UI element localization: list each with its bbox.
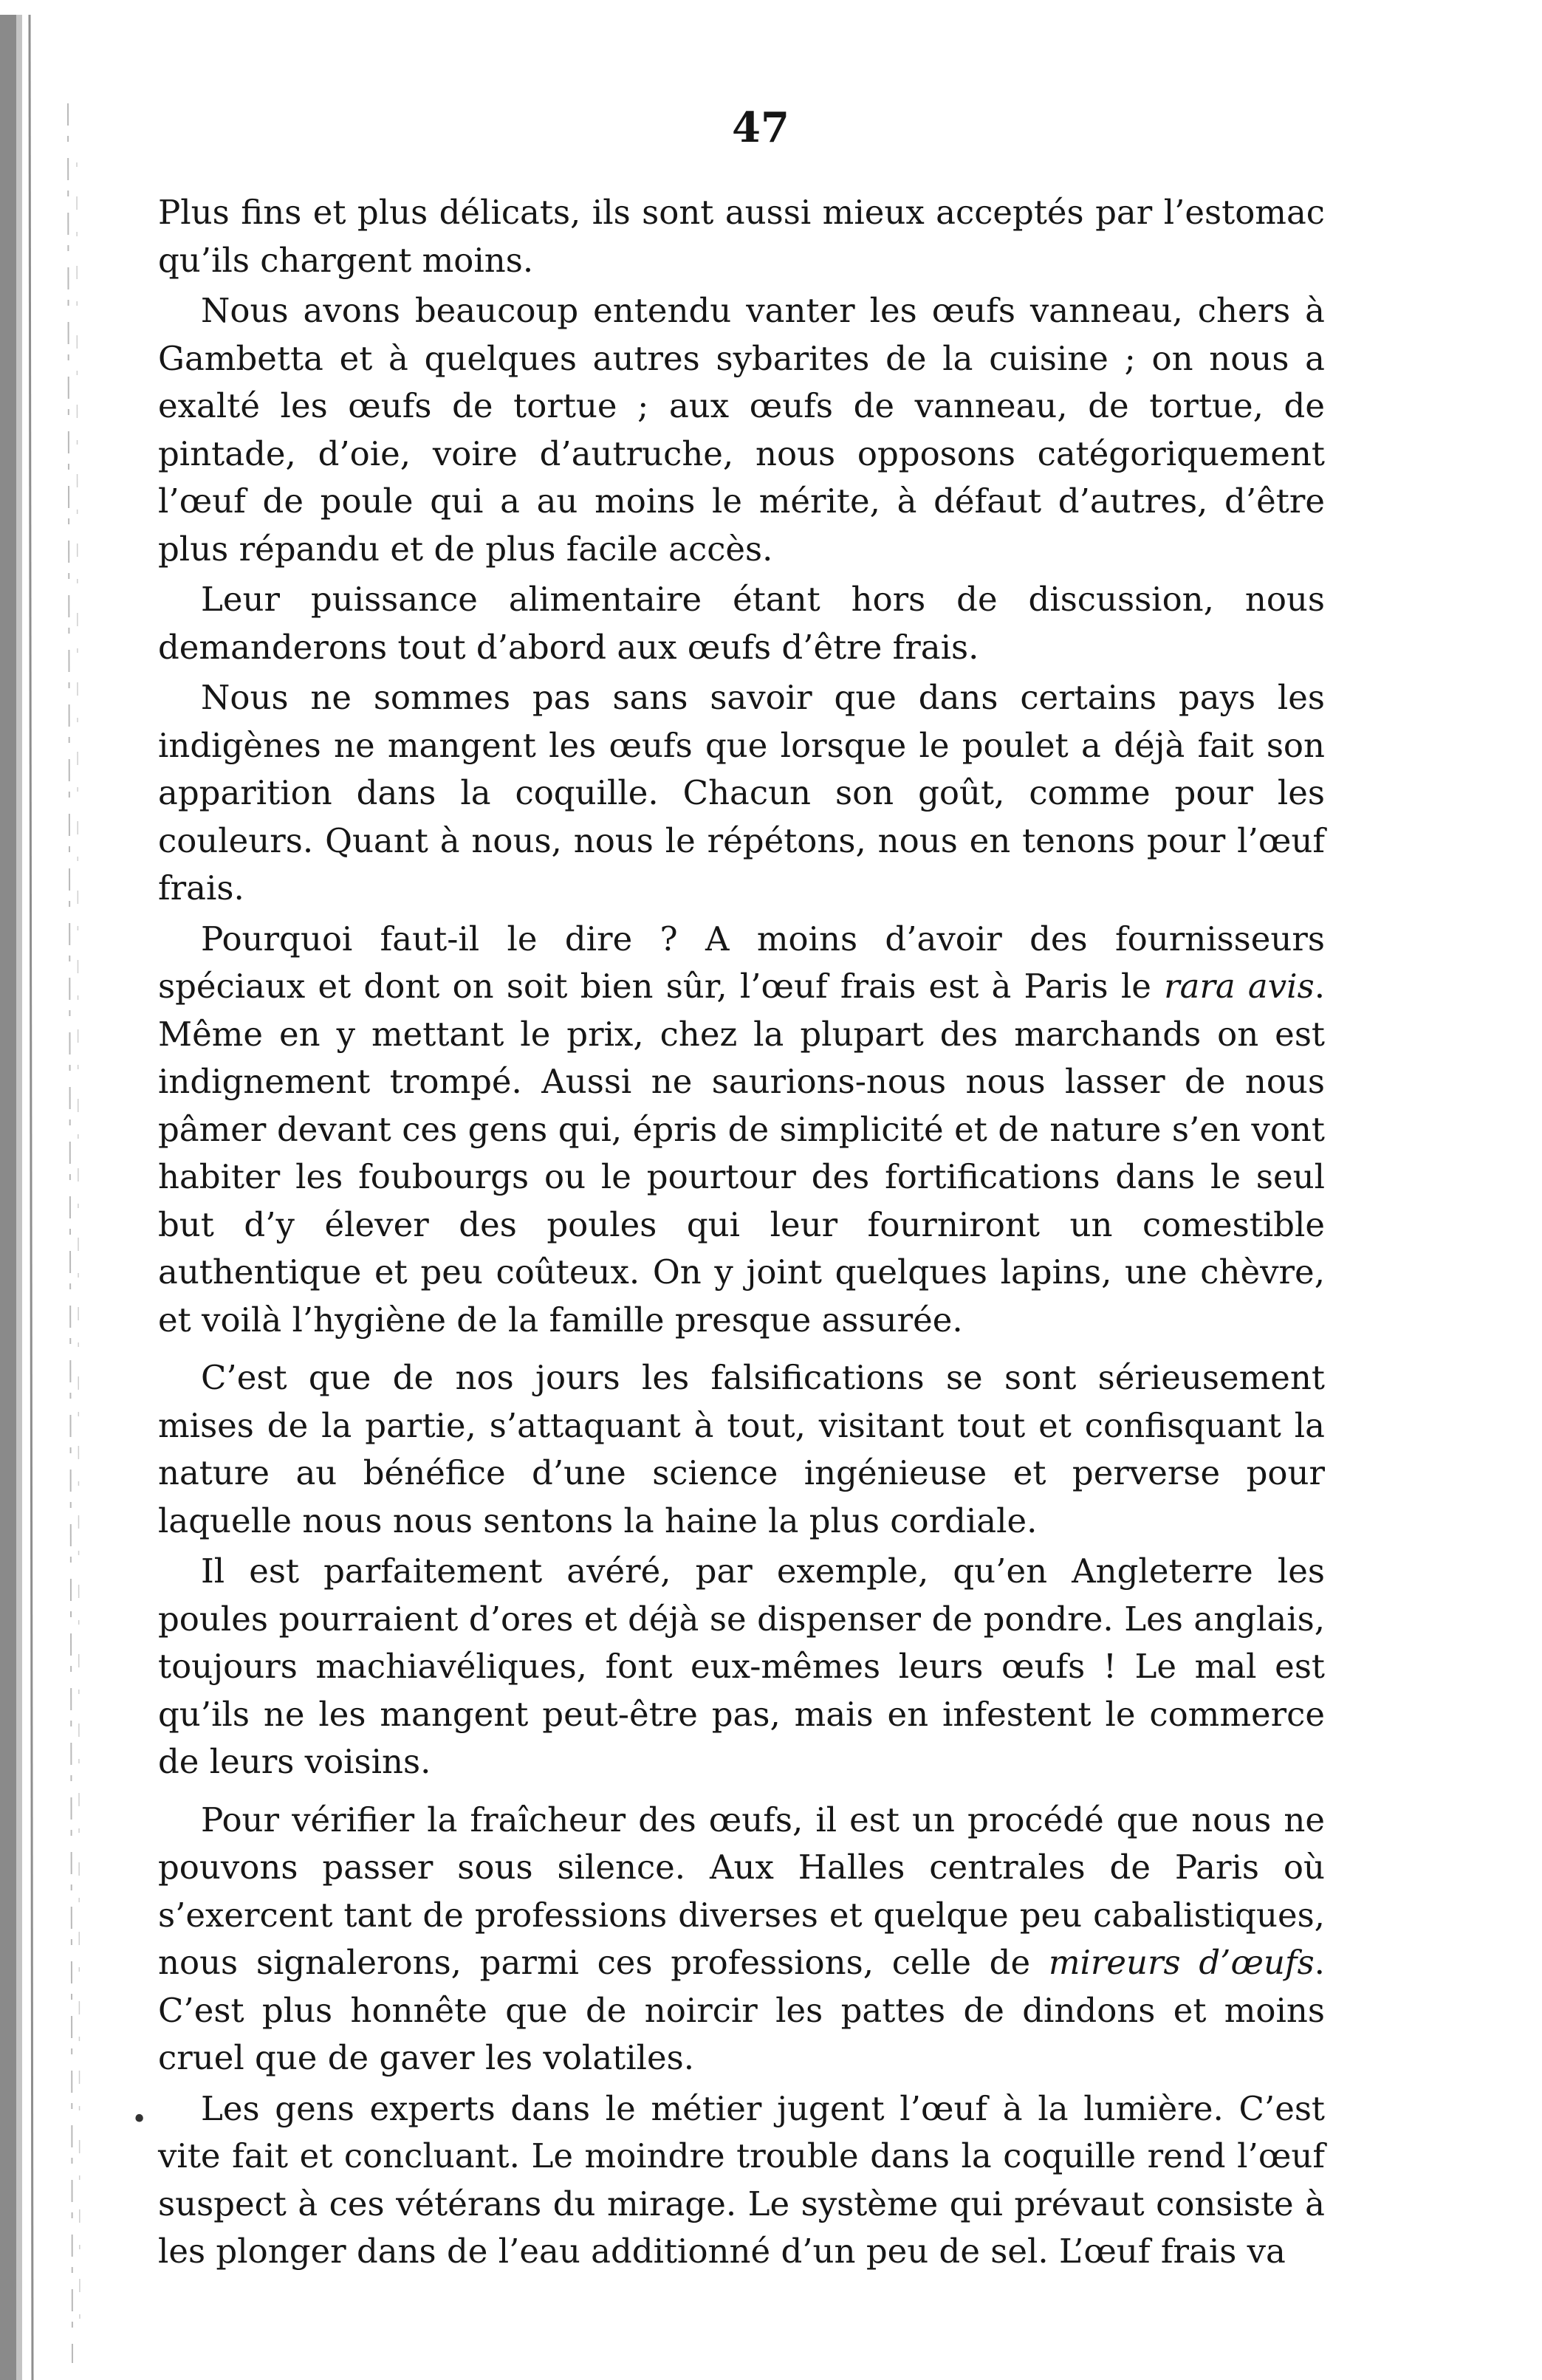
text-run: . Même en y mettant le prix, chez la plupart des marchands on est indignement trompé. Aussi ne saurions-nous nous lasser de nous pâmer devant ces gens qui, épris de simplicité et de nature s’en vont habiter les foubourgs ou le pourtour des fortifications dans le seul but d’y élever des poules qui leur fourniront un comestible authentique et peu coûteux. On y joint quelques lapins, une chèvre, et voilà l’hygiène de la famille presque assurée. bbox=[158, 967, 1325, 1340]
paragraph bbox=[158, 576, 1325, 671]
text-run: C’est que de nos jours les falsifications se sont sérieusement mises de la partie, s’attaquant à tout, visitant tout et confisquant la nature au bénéfice d’une science ingénieuse et perverse pour laquelle nous nous sentons la haine la plus cordiale. bbox=[158, 1358, 1325, 1540]
body-text bbox=[158, 189, 1325, 2279]
text-run: . C’est plus honnête que de noircir les pattes de dindons et moins cruel que de gaver les volatiles. bbox=[158, 1943, 1325, 2077]
paragraph bbox=[158, 916, 1325, 1345]
text-run: Leur puissance alimentaire étant hors de discussion, nous demanderons tout d’abord aux œufs d’être frais. bbox=[158, 580, 1325, 667]
paragraph bbox=[158, 189, 1325, 284]
paragraph bbox=[158, 1797, 1325, 2082]
paragraph bbox=[158, 1354, 1325, 1545]
binding-edge bbox=[0, 15, 89, 2380]
italic-phrase: rara avis bbox=[1164, 967, 1315, 1006]
text-run: Pour vérifier la fraîcheur des œufs, il est un procédé que nous ne pouvons passer sous silence. Aux Halles centrales de Paris où s’exercent tant de professions diverses et quelque peu cabalistiques, nous signalerons, parmi ces professions, celle de bbox=[158, 1800, 1325, 1982]
paragraph bbox=[158, 674, 1325, 913]
text-run: Nous ne sommes pas sans savoir que dans certains pays les indigènes ne mangent les œufs que lorsque le poulet a déjà fait son apparition dans la coquille. Chacun son goût, comme pour les couleurs. Quant à nous, nous le répétons, nous en tenons pour l’œuf frais. bbox=[158, 678, 1325, 908]
text-run: Pourquoi faut-il le dire ? A moins d’avoir des fournisseurs spéciaux et dont on soit bien sûr, l’œuf frais est à Paris le bbox=[158, 919, 1325, 1006]
text-run: Il est parfaitement avéré, par exemple, qu’en Angleterre les poules pourraient d’ores et déjà se dispenser de pondre. Les anglais, toujours machiavéliques, font eux-mêmes leurs œufs ! Le mal est qu’ils ne les mangent peut-être pas, mais en infestent le commerce de leurs voisins. bbox=[158, 1551, 1325, 1781]
text-run: Plus fins et plus délicats, ils sont aussi mieux acceptés par l’estomac qu’ils chargent moins. bbox=[158, 193, 1325, 280]
margin-mark: • bbox=[131, 2105, 148, 2135]
italic-phrase: mireurs d’œufs bbox=[1048, 1943, 1315, 1982]
text-run: Les gens experts dans le métier jugent l’œuf à la lumière. C’est vite fait et concluant. Le moindre trouble dans la coquille rend l’œuf suspect à ces vétérans du mirage. Le système qui prévaut consiste à les plonger dans de l’eau additionné d’un peu de sel. L’œuf frais va bbox=[158, 2088, 1325, 2271]
paragraph bbox=[158, 1548, 1325, 1786]
paragraph bbox=[158, 2085, 1325, 2276]
page-number: 47 bbox=[732, 103, 789, 152]
text-run: Nous avons beaucoup entendu vanter les œufs vanneau, chers à Gambetta et à quelques autres sybarites de la cuisine ; on nous a exalté les œufs de tortue ; aux œufs de vanneau, de tortue, de pintade, d’oie, voire d’autruche, nous opposons catégoriquement l’œuf de poule qui a au moins le mérite, à défaut d’autres, d’être plus répandu et de plus facile accès. bbox=[158, 291, 1325, 569]
paragraph bbox=[158, 287, 1325, 573]
